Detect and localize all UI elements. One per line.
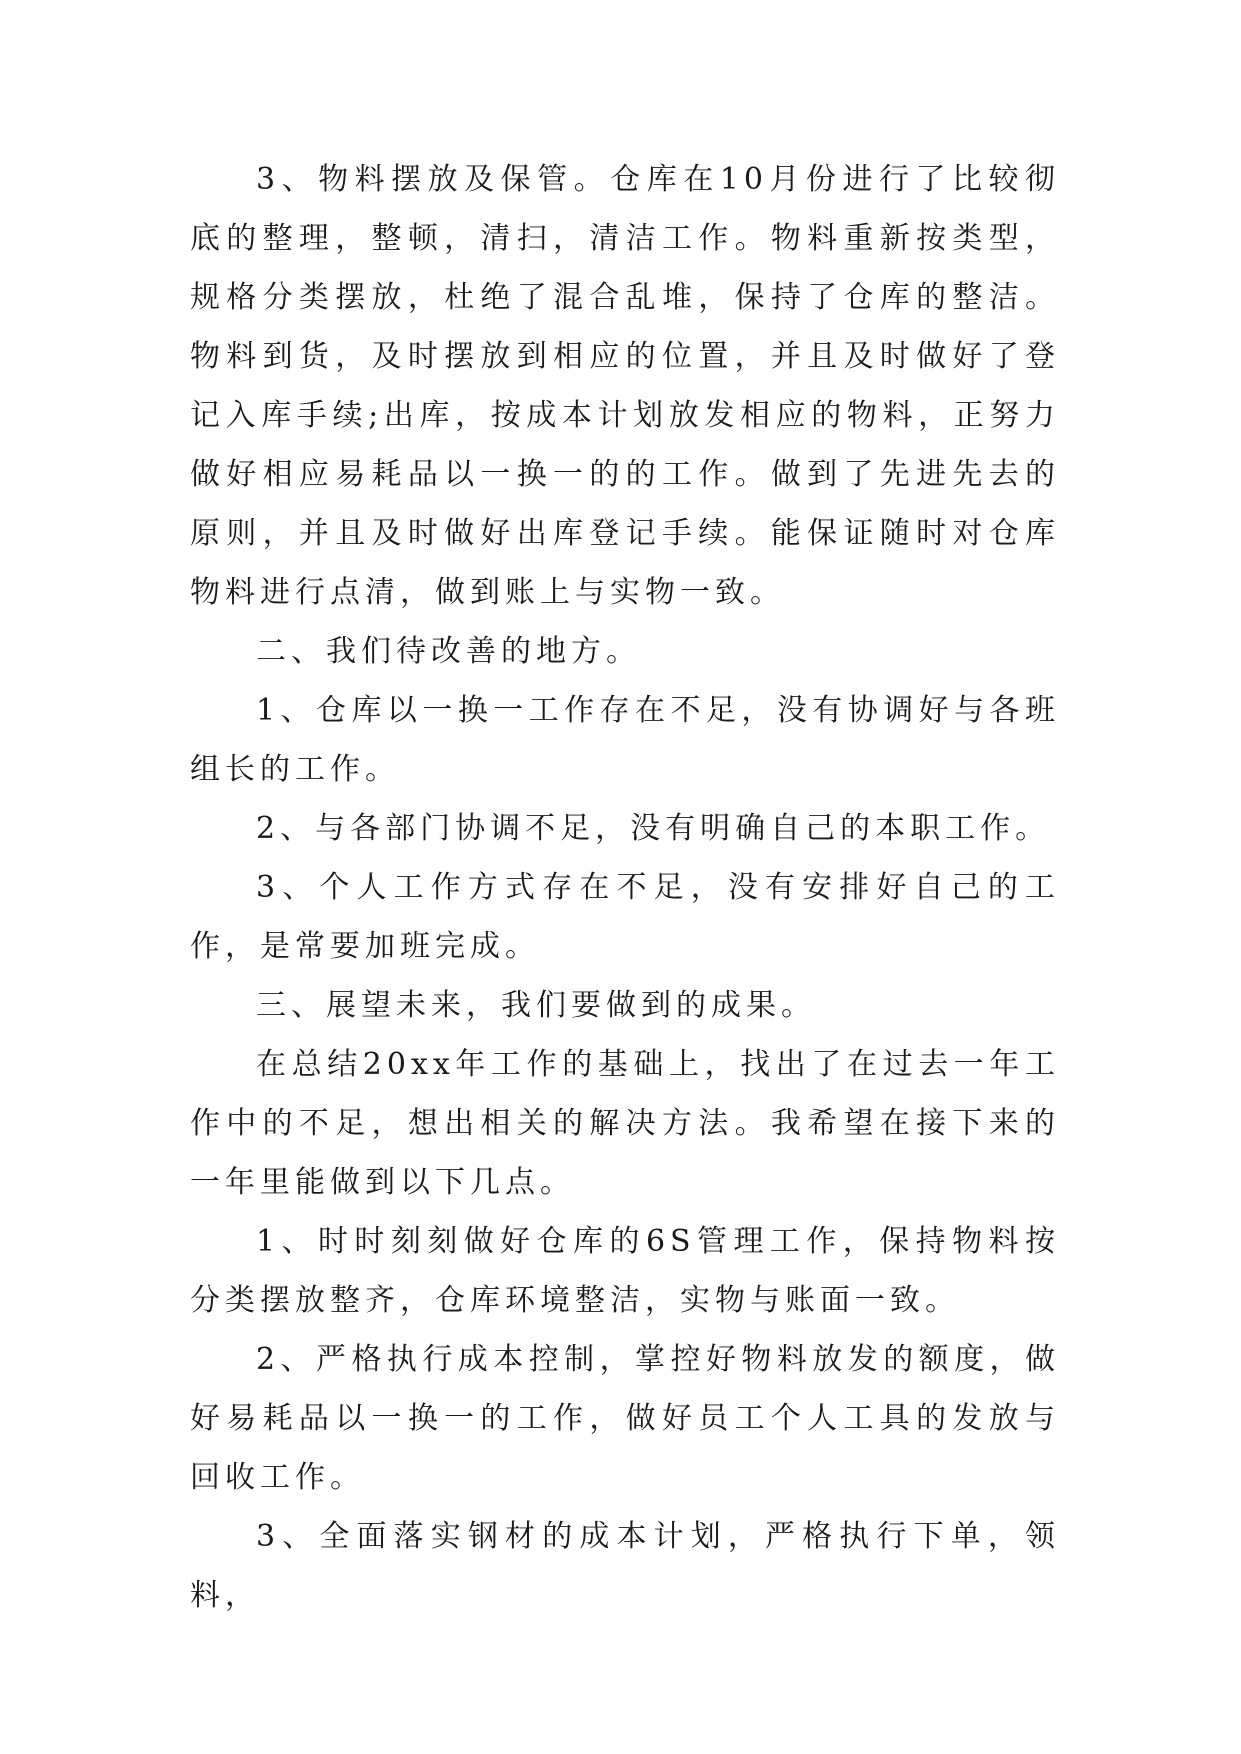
heading-future-outlook: 三、展望未来，我们要做到的成果。 bbox=[256, 988, 816, 1023]
document-body bbox=[190, 150, 1060, 1625]
paragraph-goal-item-1: 1、时时刻刻做好仓库的6S管理工作，保持物料按分类摆放整齐，仓库环境整洁，实物与账面一致。 bbox=[190, 1224, 1060, 1318]
paragraph-improve-item-1: 1、仓库以一换一工作存在不足，没有协调好与各班组长的工作。 bbox=[190, 693, 1060, 787]
paragraph-goal-item-2: 2、严格执行成本控制，掌控好物料放发的额度，做好易耗品以一换一的工作，做好员工个人工具的发放与回收工作。 bbox=[190, 1342, 1060, 1495]
paragraph-improve-item-2: 2、与各部门协调不足，没有明确自己的本职工作。 bbox=[256, 811, 1051, 846]
heading-areas-to-improve: 二、我们待改善的地方。 bbox=[256, 634, 641, 669]
paragraph-goal-item-3: 3、全面落实钢材的成本计划，严格执行下单，领料， bbox=[190, 1519, 1060, 1613]
paragraph-summary-intro: 在总结20xx年工作的基础上，找出了在过去一年工作中的不足，想出相关的解决方法。我希望在接下来的一年里能做到以下几点。 bbox=[190, 1047, 1060, 1200]
paragraph-improve-item-3: 3、个人工作方式存在不足，没有安排好自己的工作，是常要加班完成。 bbox=[190, 870, 1060, 964]
paragraph-material-storage: 3、物料摆放及保管。仓库在10月份进行了比较彻底的整理，整顿，清扫，清洁工作。物料重新按类型，规格分类摆放，杜绝了混合乱堆，保持了仓库的整洁。物料到货，及时摆放到相应的位置，并且及时做好了登记入库手续;出库，按成本计划放发相应的物料，正努力做好相应易耗品以一换一的的工作。做到了先进先去的原则，并且及时做好出库登记手续。能保证随时对仓库物料进行点清，做到账上与实物一致。 bbox=[190, 162, 1060, 610]
